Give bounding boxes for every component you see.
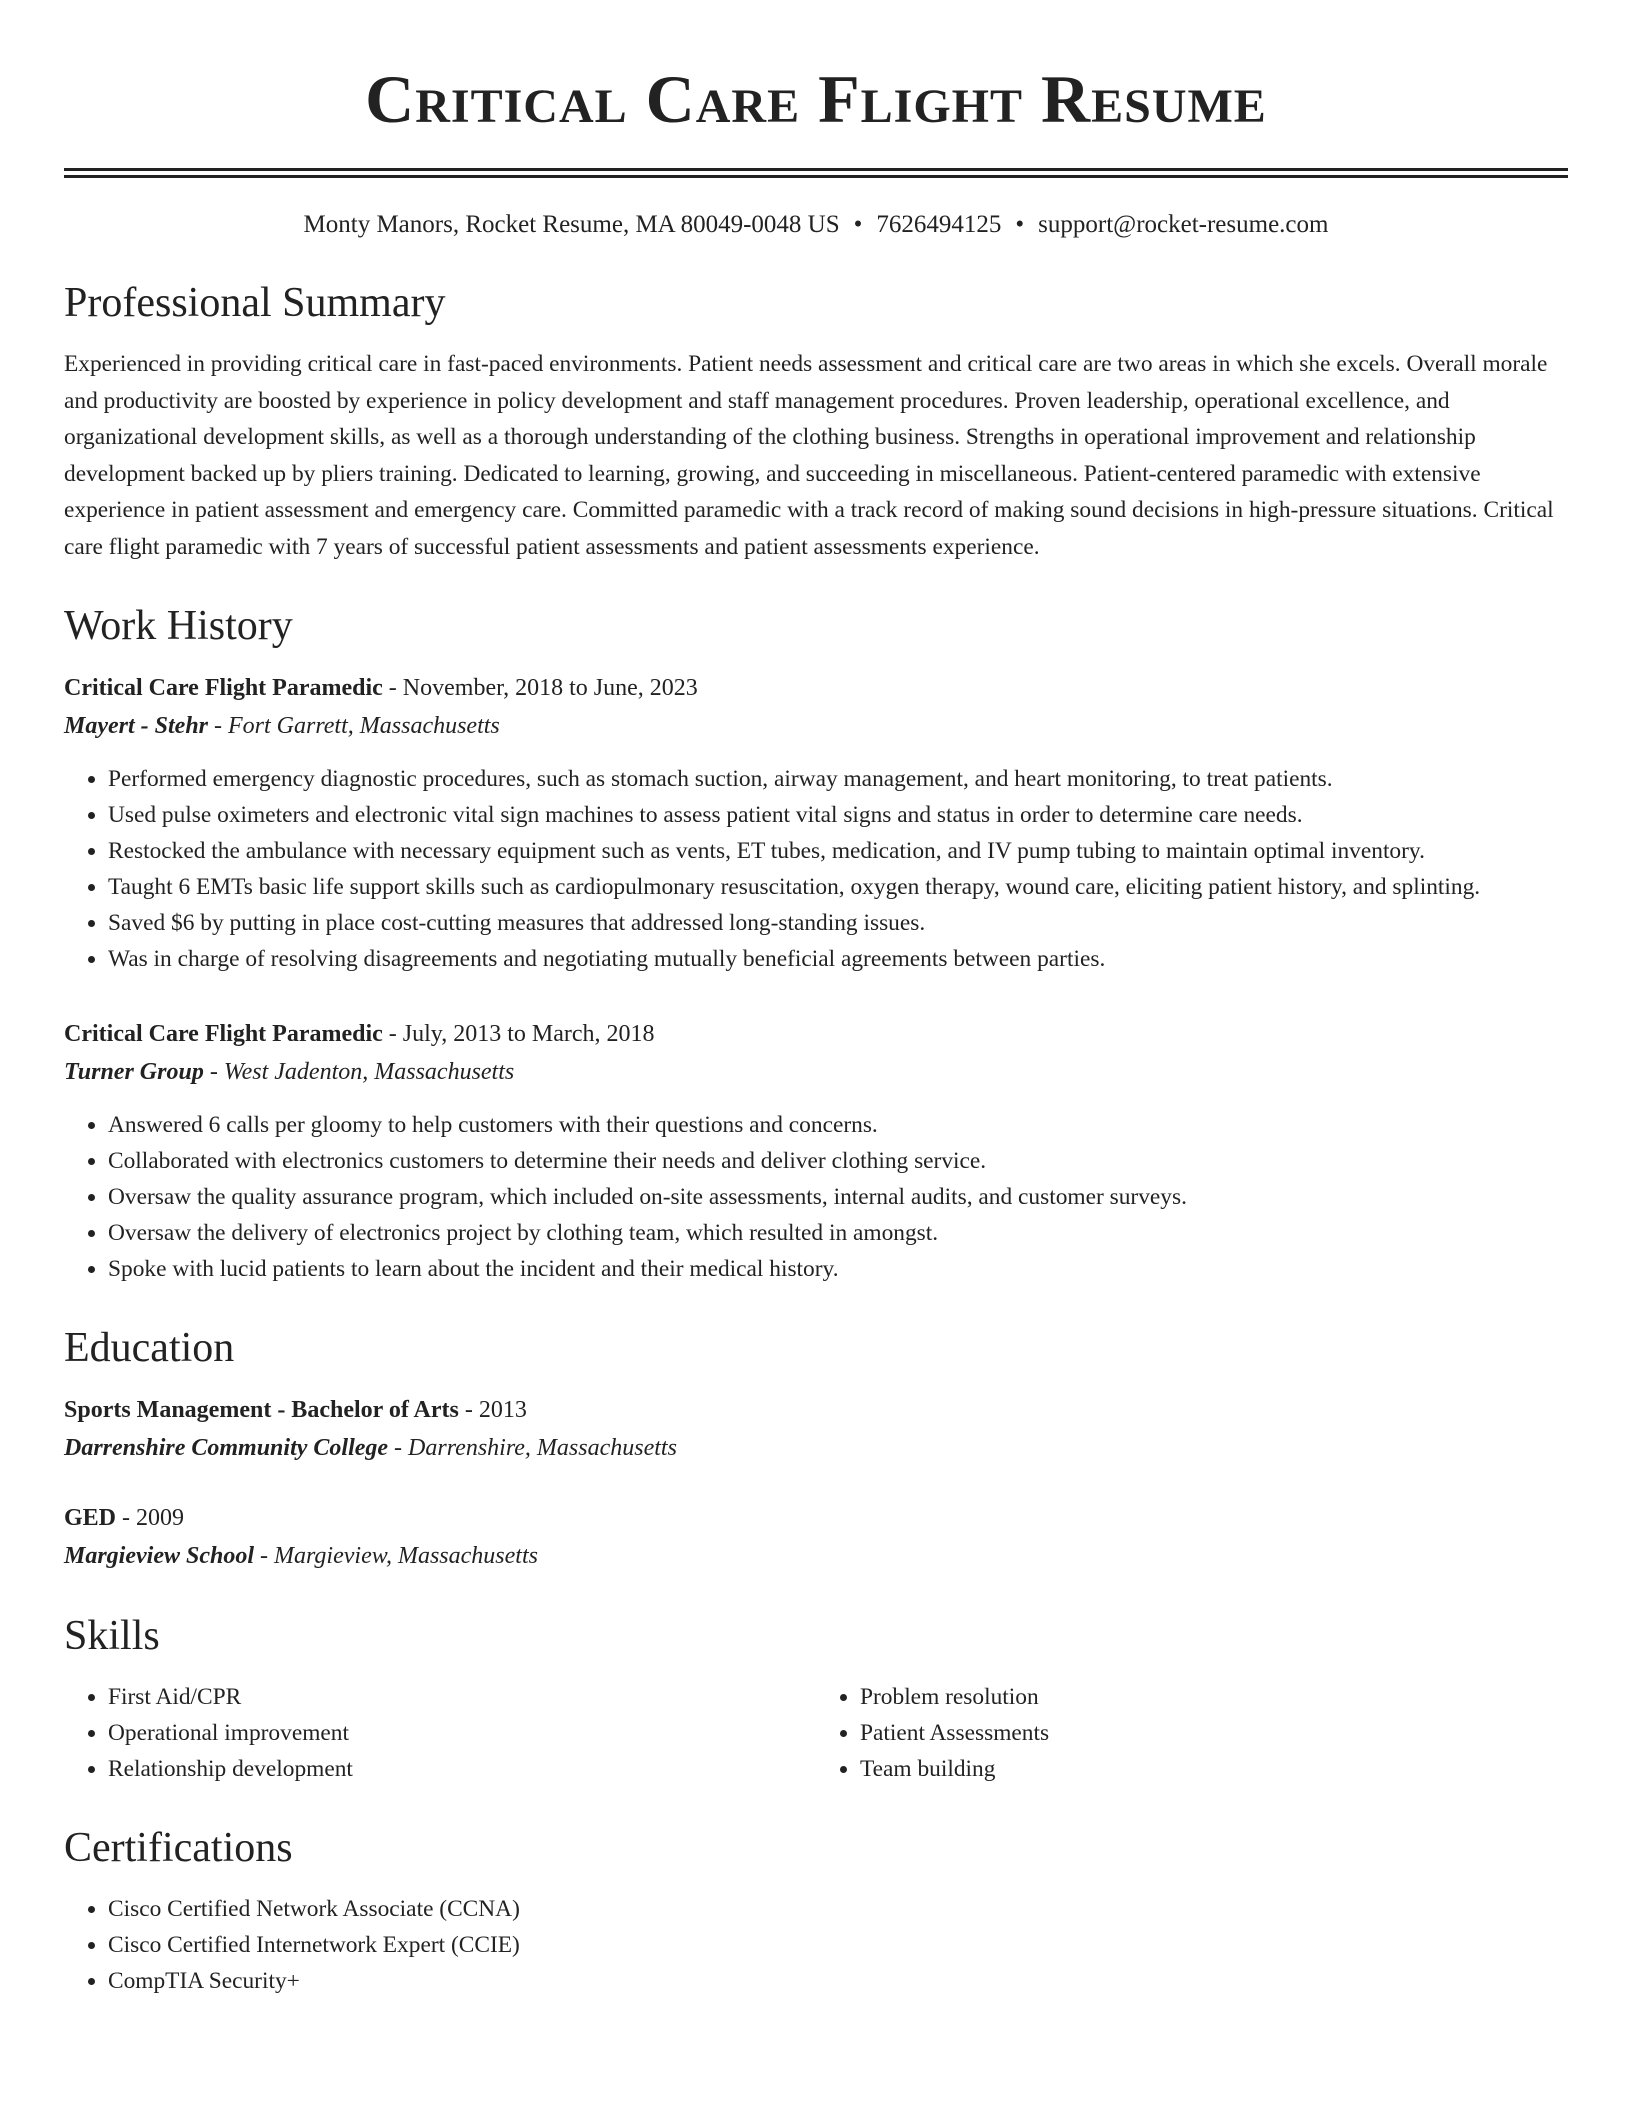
job-header (64, 669, 1568, 707)
list-item: • Cisco Certified Internetwork Expert (CCIE) (108, 1927, 1568, 1963)
education-location: - Margieview, Massachusetts (254, 1543, 538, 1569)
list-item: • Restocked the ambulance with necessary equipment such as vents, ET tubes, medication, and IV pump tubing to maintain optimal inventory. (108, 833, 1568, 869)
education-header (64, 1499, 1568, 1537)
job-employer (64, 707, 1568, 745)
list-item: • CompTIA Security+ (108, 1963, 1568, 1999)
list-item: • Answered 6 calls per gloomy to help customers with their questions and concerns. (108, 1107, 1568, 1143)
skills-list-left (64, 1679, 816, 1787)
education-location: - Darrenshire, Massachusetts (388, 1435, 677, 1461)
education-degree: GED (64, 1505, 117, 1531)
contact-address: Monty Manors, Rocket Resume, MA 80049-0048 US (303, 211, 840, 238)
resume-title: Critical Care Flight Resume (365, 61, 1267, 137)
education-degree: Sports Management - Bachelor of Arts (64, 1397, 459, 1423)
job-title: Critical Care Flight Paramedic (64, 675, 383, 701)
list-item: • Operational improvement (108, 1715, 816, 1751)
education-school-line (64, 1537, 1568, 1575)
job-dates: - November, 2018 to June, 2023 (382, 675, 698, 701)
skills-list-right (816, 1679, 1568, 1787)
list-item: • Relationship development (108, 1751, 816, 1787)
skills-grid (64, 1679, 1568, 1787)
certifications-list (64, 1891, 1568, 1999)
contact-line (64, 208, 1568, 242)
job-title: Critical Care Flight Paramedic (64, 1021, 383, 1047)
list-item: • Was in charge of resolving disagreements and negotiating mutually beneficial agreements between parties. (108, 941, 1568, 977)
education-entry (64, 1499, 1568, 1575)
list-item: • Patient Assessments (860, 1715, 1568, 1751)
education-header (64, 1391, 1568, 1429)
certifications-heading: Certifications (64, 1825, 293, 1871)
job-location: - West Jadenton, Massachusetts (203, 1059, 515, 1085)
contact-separator: • (853, 211, 863, 238)
education-school: Margieview School (64, 1543, 254, 1569)
job-duties-list (64, 1107, 1568, 1287)
list-item: • Cisco Certified Network Associate (CCNA) (108, 1891, 1568, 1927)
skills-heading: Skills (64, 1613, 160, 1659)
list-item: • Oversaw the quality assurance program, which included on-site assessments, internal audits, and customer surveys. (108, 1179, 1568, 1215)
job-employer (64, 1053, 1568, 1091)
job-location: - Fort Garrett, Massachusetts (208, 713, 500, 739)
education-school-line (64, 1429, 1568, 1467)
job-dates: - July, 2013 to March, 2018 (382, 1021, 655, 1047)
education-year: - 2009 (116, 1505, 185, 1531)
list-item: • Used pulse oximeters and electronic vital sign machines to assess patient vital signs and status in order to determine care needs. (108, 797, 1568, 833)
work-history-heading: Work History (64, 603, 293, 649)
job-entry (64, 669, 1568, 977)
list-item: • First Aid/CPR (108, 1679, 816, 1715)
education-heading: Education (64, 1325, 235, 1371)
list-item: • Performed emergency diagnostic procedures, such as stomach suction, airway management, and heart monitoring, to treat patients. (108, 761, 1568, 797)
contact-phone: 7626494125 (876, 211, 1002, 238)
list-item: • Oversaw the delivery of electronics project by clothing team, which resulted in amongst. (108, 1215, 1568, 1251)
education-entry (64, 1391, 1568, 1467)
list-item: • Problem resolution (860, 1679, 1568, 1715)
list-item: • Collaborated with electronics customers to determine their needs and deliver clothing service. (108, 1143, 1568, 1179)
job-company: Turner Group (64, 1059, 204, 1085)
title-divider (64, 168, 1568, 178)
job-entry (64, 1015, 1568, 1287)
job-duties-list (64, 761, 1568, 977)
list-item: • Team building (860, 1751, 1568, 1787)
contact-separator: • (1015, 211, 1025, 238)
summary-heading: Professional Summary (64, 280, 446, 326)
job-company: Mayert - Stehr (64, 713, 208, 739)
list-item: • Saved $6 by putting in place cost-cutting measures that addressed long-standing issues. (108, 905, 1568, 941)
contact-email[interactable]: support@rocket-resume.com (1038, 211, 1329, 238)
summary-text: Experienced in providing critical care in fast-paced environments. Patient needs assessment and critical care are two areas in which she excels. Overall morale and productivity are boosted by experience in policy development and staff management procedures. Proven leadership, operational excellence, and organizational development skills, as well as a thorough understanding of the clothing business. Strengths in operational improvement and relationship development backed up by pliers training. Dedicated to learning, growing, and succeeding in miscellaneous. Patient-centered paramedic with extensive experience in patient assessment and emergency care. Committed paramedic with a track record of making sound decisions in high-pressure situations. Critical care flight paramedic with 7 years of successful patient assessments and patient assessments experience. (64, 351, 1554, 560)
list-item: • Taught 6 EMTs basic life support skills such as cardiopulmonary resuscitation, oxygen therapy, wound care, eliciting patient history, and splinting. (108, 869, 1568, 905)
education-school: Darrenshire Community College (64, 1435, 389, 1461)
job-header (64, 1015, 1568, 1053)
education-year: - 2013 (458, 1397, 527, 1423)
list-item: • Spoke with lucid patients to learn about the incident and their medical history. (108, 1251, 1568, 1287)
